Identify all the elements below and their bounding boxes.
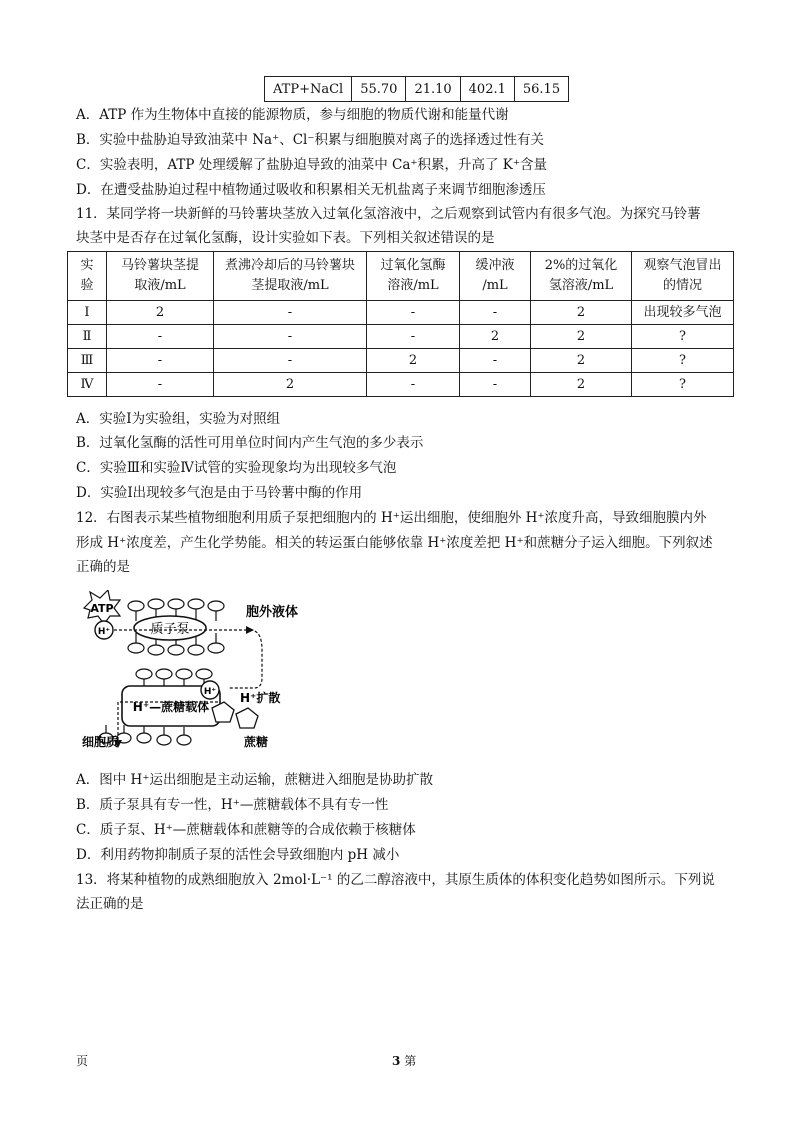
table-cell: 2 bbox=[531, 325, 632, 349]
q12-option-d: D．利用药物抑制质子泵的活性会导致细胞内 pH 减小 bbox=[76, 847, 400, 863]
q12-stem-line3: 正确的是 bbox=[76, 559, 130, 575]
q10-option-a: A．ATP 作为生物体中直接的能源物质，参与细胞的物质代谢和能量代谢 bbox=[76, 107, 509, 123]
cytoplasm-label: 细胞质 bbox=[82, 735, 119, 749]
table-cell: Ⅱ bbox=[68, 325, 107, 349]
table-cell: Ⅳ bbox=[68, 373, 107, 397]
header-cell: 实 验 bbox=[68, 252, 107, 301]
table-cell: 出现较多气泡 bbox=[632, 301, 734, 325]
data-table-top bbox=[264, 76, 569, 102]
q11-option-b: B．过氧化氢酶的活性可用单位时间内产生气泡的多少表示 bbox=[76, 435, 424, 451]
q10-option-b: B．实验中盐胁迫导致油菜中 Na⁺、Cl⁻积累与细胞膜对离子的选择透过性有关 bbox=[76, 132, 544, 148]
header-cell: 观察气泡冒出 的情况 bbox=[632, 252, 734, 301]
sucrose-label: 蔗糖 bbox=[244, 735, 269, 749]
q12-stem-line1: 12．右图表示某些植物细胞利用质子泵把细胞内的 H⁺运出细胞，使细胞外 H⁺浓度升高，导致细胞膜内外 bbox=[76, 510, 707, 526]
table-row bbox=[68, 301, 734, 325]
table-cell: - bbox=[460, 301, 531, 325]
q12-stem-line2: 形成 H⁺浓度差，产生化学势能。相关的转运蛋白能够依靠 H⁺浓度差把 H⁺和蔗糖分子运入细胞。下列叙述 bbox=[76, 535, 713, 551]
carrier-label: H⁺—蔗糖载体 bbox=[132, 700, 210, 714]
table-cell: 56.15 bbox=[514, 77, 568, 102]
footer-right: 第 bbox=[404, 1054, 417, 1068]
table-cell: 21.10 bbox=[406, 77, 460, 102]
page-number: 3 bbox=[392, 1054, 401, 1068]
table-cell: - bbox=[107, 373, 214, 397]
header-cell: 缓冲液 /mL bbox=[460, 252, 531, 301]
membrane-diagram bbox=[78, 590, 298, 758]
q10-option-c: C．实验表明，ATP 处理缓解了盐胁迫导致的油菜中 Ca⁺积累，升高了 K⁺含量 bbox=[76, 157, 548, 173]
q13-stem-line1: 13．将某种植物的成熟细胞放入 2mol·L⁻¹ 的乙二醇溶液中，其原生质体的体积变化趋势如图所示。下列说 bbox=[76, 872, 715, 888]
table-cell: 2 bbox=[214, 373, 367, 397]
q12-option-a: A．图中 H⁺运出细胞是主动运输，蔗糖进入细胞是协助扩散 bbox=[76, 772, 433, 788]
table-cell: 2 bbox=[531, 349, 632, 373]
q11-stem-line2: 块茎中是否存在过氧化氢酶，设计实验如下表。下列相关叙述错误的是 bbox=[76, 230, 495, 246]
h-diffusion-label: H⁺扩散 bbox=[240, 691, 281, 705]
footer-page-number bbox=[392, 1052, 416, 1069]
atp-label: ATP bbox=[90, 602, 114, 615]
table-cell: - bbox=[367, 325, 460, 349]
table-cell: - bbox=[107, 325, 214, 349]
table-cell: ? bbox=[632, 349, 734, 373]
diffusion-path bbox=[228, 630, 262, 688]
table-row bbox=[68, 349, 734, 373]
table-cell: 2 bbox=[107, 301, 214, 325]
q12-option-c: C．质子泵、H⁺—蔗糖载体和蔗糖等的合成依赖于核糖体 bbox=[76, 822, 416, 838]
table-cell: - bbox=[460, 373, 531, 397]
table-cell: 55.70 bbox=[352, 77, 406, 102]
header-cell: 过氧化氢酶 溶液/mL bbox=[367, 252, 460, 301]
table-cell: - bbox=[214, 349, 367, 373]
table-cell: - bbox=[107, 349, 214, 373]
table-cell: 402.1 bbox=[460, 77, 514, 102]
table-row bbox=[68, 373, 734, 397]
table-header-row bbox=[68, 252, 734, 301]
q11-option-c: C．实验Ⅲ和实验Ⅳ试管的实验现象均为出现较多气泡 bbox=[76, 460, 397, 476]
q12-option-b: B．质子泵具有专一性，H⁺—蔗糖载体不具有专一性 bbox=[76, 797, 389, 813]
table-cell: ? bbox=[632, 325, 734, 349]
table-cell: - bbox=[214, 301, 367, 325]
table-cell: - bbox=[367, 301, 460, 325]
table-cell: Ⅲ bbox=[68, 349, 107, 373]
q10-option-d: D．在遭受盐胁迫过程中植物通过吸收和积累相关无机盐离子来调节细胞渗透压 bbox=[76, 182, 546, 198]
table-cell: 2 bbox=[531, 301, 632, 325]
table-cell: - bbox=[367, 373, 460, 397]
extracellular-label: 胞外液体 bbox=[246, 605, 298, 620]
table-cell: 2 bbox=[531, 373, 632, 397]
q11-option-a: A．实验Ⅰ为实验组，实验为对照组 bbox=[76, 411, 281, 427]
proton-pump-label: 质子泵 bbox=[150, 622, 190, 637]
header-cell: 马铃薯块茎提 取液/mL bbox=[107, 252, 214, 301]
table-row bbox=[265, 77, 569, 102]
header-cell: 煮沸冷却后的马铃薯块 茎提取液/mL bbox=[214, 252, 367, 301]
footer-left: 页 bbox=[76, 1054, 89, 1068]
table-cell: ? bbox=[632, 373, 734, 397]
table-cell: 2 bbox=[460, 325, 531, 349]
table-cell: ATP+NaCl bbox=[265, 77, 352, 102]
table-row bbox=[68, 325, 734, 349]
experiment-table bbox=[67, 251, 734, 397]
h-ion-right-label: H⁺ bbox=[203, 687, 217, 697]
table-cell: - bbox=[214, 325, 367, 349]
q11-option-d: D．实验Ⅰ出现较多气泡是由于马铃薯中酶的作用 bbox=[76, 485, 363, 501]
table-cell: 2 bbox=[367, 349, 460, 373]
sucrose-ring-icon-2 bbox=[236, 708, 258, 728]
q11-stem-line1: 11．某同学将一块新鲜的马铃薯块茎放入过氧化氢溶液中，之后观察到试管内有很多气泡。为探究马铃薯 bbox=[76, 206, 701, 222]
q13-stem-line2: 法正确的是 bbox=[76, 896, 144, 912]
table-cell: - bbox=[460, 349, 531, 373]
h-ion-label: H⁺ bbox=[97, 627, 111, 637]
table-cell: Ⅰ bbox=[68, 301, 107, 325]
header-cell: 2%的过氧化 氢溶液/mL bbox=[531, 252, 632, 301]
